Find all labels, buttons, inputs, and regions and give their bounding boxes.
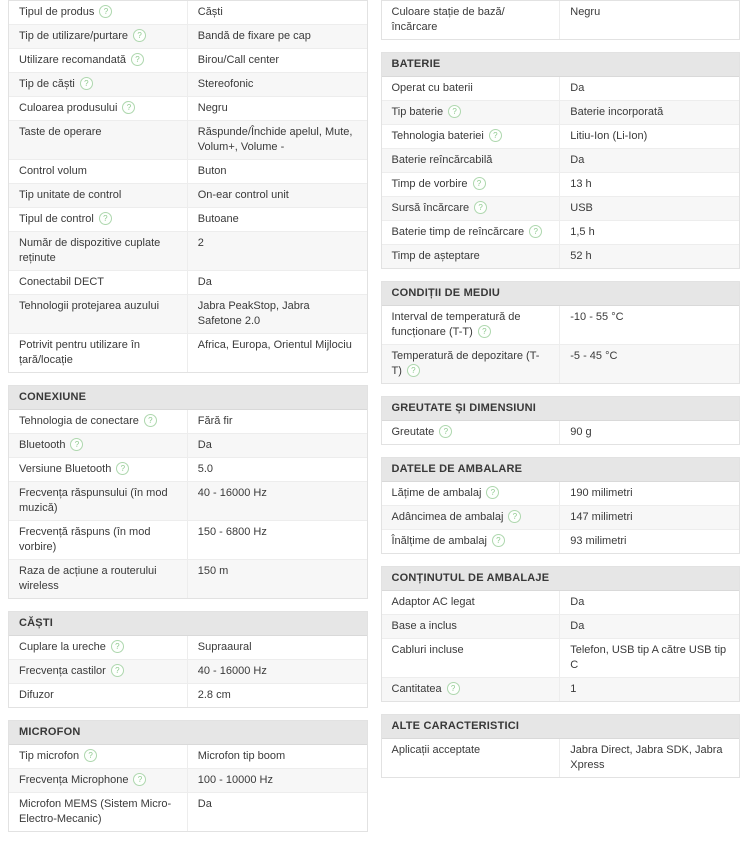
spec-label — [382, 482, 561, 505]
spec-label-text: Taste de operare — [19, 126, 102, 138]
spec-value: Da — [197, 798, 212, 810]
help-icon[interactable]: ? — [492, 534, 505, 547]
spec-row — [9, 792, 367, 831]
help-icon[interactable]: ? — [133, 773, 146, 786]
spec-label — [9, 232, 188, 270]
help-icon[interactable]: ? — [99, 212, 112, 225]
spec-value: Bandă de fixare pe cap — [197, 30, 311, 42]
spec-value: 100 - 10000 Hz — [197, 774, 273, 786]
spec-label-text: Temperatură de depozitare (T-T) — [391, 350, 540, 377]
spec-section — [381, 0, 741, 40]
spec-label — [9, 636, 188, 659]
section-header: CONEXIUNE — [9, 386, 367, 410]
spec-label — [382, 421, 561, 444]
spec-value: Buton — [197, 165, 227, 177]
spec-label — [9, 334, 188, 372]
spec-row — [382, 529, 740, 553]
spec-row — [382, 124, 740, 148]
spec-value: Fără fir — [197, 415, 233, 427]
spec-row — [9, 410, 367, 433]
spec-value: Negru — [570, 6, 601, 18]
help-icon[interactable]: ? — [111, 640, 124, 653]
spec-row — [9, 659, 367, 683]
spec-table — [382, 77, 740, 268]
spec-label-text: Tip unitate de control — [19, 189, 122, 201]
spec-section — [8, 720, 368, 832]
spec-row — [382, 505, 740, 529]
help-icon[interactable]: ? — [144, 414, 157, 427]
spec-section — [8, 611, 368, 708]
spec-value: Butoane — [197, 213, 239, 225]
spec-table — [382, 591, 740, 701]
spec-label-text: Înălțime de ambalaj — [391, 535, 487, 547]
spec-row — [9, 768, 367, 792]
spec-value: 93 milimetri — [570, 535, 627, 547]
spec-table — [382, 739, 740, 777]
spec-table — [9, 410, 367, 598]
spec-row — [9, 636, 367, 659]
spec-row — [382, 739, 740, 777]
spec-label — [382, 739, 561, 777]
spec-label — [382, 149, 561, 172]
spec-row — [382, 1, 740, 39]
spec-table — [382, 1, 740, 39]
spec-label-text: Tip microfon — [19, 750, 80, 762]
spec-label-text: Tehnologia bateriei — [391, 130, 484, 142]
spec-label-text: Aplicații acceptate — [391, 744, 481, 756]
help-icon[interactable]: ? — [529, 225, 542, 238]
spec-row — [9, 270, 367, 294]
section-header: BATERIE — [382, 53, 740, 77]
specs-column-left — [8, 0, 368, 844]
spec-label-text: Control volum — [19, 165, 87, 177]
spec-label — [9, 184, 188, 207]
spec-label-text: Microfon MEMS (Sistem Micro-Electro-Mecanic) — [19, 798, 172, 825]
spec-label — [9, 684, 188, 707]
spec-value: USB — [570, 202, 593, 214]
spec-section — [381, 52, 741, 269]
spec-label-text: Utilizare recomandată — [19, 54, 126, 66]
spec-value: 90 g — [570, 426, 592, 438]
spec-value: 40 - 16000 Hz — [197, 665, 267, 677]
help-icon[interactable]: ? — [474, 201, 487, 214]
spec-label-text: Cuplare la ureche — [19, 641, 106, 653]
spec-label-text: Greutate — [391, 426, 435, 438]
spec-row — [382, 306, 740, 344]
spec-label — [382, 506, 561, 529]
help-icon[interactable]: ? — [439, 425, 452, 438]
spec-label-text: Frecvența castilor — [19, 665, 106, 677]
spec-label — [382, 245, 561, 268]
spec-row — [382, 220, 740, 244]
spec-value: Jabra PeakStop, Jabra Safetone 2.0 — [197, 300, 310, 327]
spec-row — [382, 677, 740, 701]
spec-row — [382, 196, 740, 220]
help-icon[interactable]: ? — [131, 53, 144, 66]
spec-label-text: Frecvența răspunsului (în mod muzică) — [19, 487, 168, 514]
spec-label — [382, 221, 561, 244]
spec-section — [381, 396, 741, 445]
spec-label-text: Tipul de control — [19, 213, 94, 225]
spec-label — [9, 160, 188, 183]
spec-row — [9, 559, 367, 598]
help-icon[interactable]: ? — [111, 664, 124, 677]
spec-row — [9, 1, 367, 24]
spec-label-text: Operat cu baterii — [391, 82, 473, 94]
spec-label-text: Tehnologii protejarea auzului — [19, 300, 160, 312]
spec-section — [8, 385, 368, 599]
spec-value: 150 m — [197, 565, 229, 577]
spec-label — [9, 1, 188, 24]
spec-value: Căști — [197, 6, 223, 18]
spec-label-text: Tip de căști — [19, 78, 75, 90]
spec-label — [9, 458, 188, 481]
spec-value: Da — [197, 439, 212, 451]
spec-label-text: Adâncimea de ambalaj — [391, 511, 504, 523]
help-icon[interactable]: ? — [122, 101, 135, 114]
help-icon[interactable]: ? — [133, 29, 146, 42]
spec-table — [9, 1, 367, 372]
spec-label — [9, 271, 188, 294]
spec-label-text: Tipul de produs — [19, 6, 95, 18]
spec-label-text: Conectabil DECT — [19, 276, 104, 288]
section-header: DATELE DE AMBALARE — [382, 458, 740, 482]
spec-section — [381, 281, 741, 384]
spec-table — [382, 306, 740, 383]
spec-value: 150 - 6800 Hz — [197, 526, 267, 538]
spec-label-text: Cabluri incluse — [391, 644, 464, 656]
spec-row — [382, 77, 740, 100]
spec-label — [382, 591, 561, 614]
spec-label — [382, 530, 561, 553]
spec-label — [9, 660, 188, 683]
spec-label — [9, 25, 188, 48]
spec-label — [9, 482, 188, 520]
spec-label — [9, 434, 188, 457]
section-header: CĂȘTI — [9, 612, 367, 636]
spec-value: Stereofonic — [197, 78, 254, 90]
spec-label-text: Lățime de ambalaj — [391, 487, 482, 499]
spec-table — [9, 745, 367, 831]
spec-value: -5 - 45 °C — [570, 350, 618, 362]
spec-value: Africa, Europa, Orientul Mijlociu — [197, 339, 352, 351]
spec-value: Da — [570, 82, 585, 94]
spec-value: Da — [197, 276, 212, 288]
spec-label-text: Baterie timp de reîncărcare — [391, 226, 525, 238]
section-header: MICROFON — [9, 721, 367, 745]
spec-label-text: Cantitatea — [391, 683, 442, 695]
spec-label — [382, 306, 561, 344]
spec-row — [382, 614, 740, 638]
spec-row — [9, 520, 367, 559]
spec-label — [9, 295, 188, 333]
spec-row — [9, 24, 367, 48]
spec-value: 2 — [197, 237, 204, 249]
spec-row — [382, 591, 740, 614]
spec-value: Birou/Call center — [197, 54, 280, 66]
spec-row — [9, 120, 367, 159]
spec-label-text: Sursă încărcare — [391, 202, 470, 214]
spec-row — [9, 294, 367, 333]
spec-value: -10 - 55 °C — [570, 311, 624, 323]
spec-value: 1 — [570, 683, 577, 695]
spec-label-text: Baterie reîncărcabilă — [391, 154, 493, 166]
spec-value: Da — [570, 596, 585, 608]
spec-row — [382, 148, 740, 172]
spec-value: 147 milimetri — [570, 511, 633, 523]
help-icon[interactable]: ? — [84, 749, 97, 762]
spec-row — [9, 72, 367, 96]
section-header: GREUTATE ȘI DIMENSIUNI — [382, 397, 740, 421]
spec-row — [9, 683, 367, 707]
spec-row — [9, 96, 367, 120]
spec-label — [9, 410, 188, 433]
spec-label — [382, 615, 561, 638]
help-icon[interactable]: ? — [478, 325, 491, 338]
spec-row — [9, 433, 367, 457]
spec-row — [382, 638, 740, 677]
spec-label-text: Potrivit pentru utilizare în țară/locație — [19, 339, 141, 366]
help-icon[interactable]: ? — [448, 105, 461, 118]
spec-label — [9, 73, 188, 96]
spec-row — [9, 481, 367, 520]
spec-section — [381, 714, 741, 778]
spec-label — [9, 208, 188, 231]
spec-label — [382, 101, 561, 124]
spec-label — [382, 173, 561, 196]
spec-label-text: Frecvența Microphone — [19, 774, 129, 786]
spec-label — [9, 745, 188, 768]
spec-label-text: Tip de utilizare/purtare — [19, 30, 129, 42]
section-header: CONDIȚII DE MEDIU — [382, 282, 740, 306]
spec-row — [382, 421, 740, 444]
spec-row — [382, 344, 740, 383]
spec-label-text: Culoare stație de bază/încărcare — [391, 6, 505, 33]
help-icon[interactable]: ? — [70, 438, 83, 451]
spec-label — [9, 97, 188, 120]
section-header: ALTE CARACTERISTICI — [382, 715, 740, 739]
spec-value: On-ear control unit — [197, 189, 289, 201]
spec-value: 1,5 h — [570, 226, 595, 238]
spec-label — [382, 639, 561, 677]
spec-value: Baterie incorporată — [570, 106, 664, 118]
spec-label — [382, 197, 561, 220]
spec-label — [9, 521, 188, 559]
section-header: CONȚINUTUL DE AMBALAJE — [382, 567, 740, 591]
spec-label-text: Adaptor AC legat — [391, 596, 475, 608]
spec-label — [9, 49, 188, 72]
spec-label-text: Bluetooth — [19, 439, 66, 451]
spec-row — [382, 172, 740, 196]
help-icon[interactable]: ? — [80, 77, 93, 90]
spec-row — [9, 183, 367, 207]
spec-row — [382, 244, 740, 268]
spec-value: 5.0 — [197, 463, 214, 475]
spec-label — [382, 345, 561, 383]
spec-label — [382, 77, 561, 100]
spec-value: 2.8 cm — [197, 689, 231, 701]
spec-row — [9, 333, 367, 372]
spec-label-text: Tehnologia de conectare — [19, 415, 139, 427]
spec-value: 190 milimetri — [570, 487, 633, 499]
spec-label-text: Base a inclus — [391, 620, 457, 632]
help-icon[interactable]: ? — [489, 129, 502, 142]
spec-label — [382, 1, 561, 39]
spec-label — [9, 793, 188, 831]
spec-label-text: Tip baterie — [391, 106, 444, 118]
spec-value: Jabra Direct, Jabra SDK, Jabra Xpress — [570, 744, 723, 771]
spec-row — [382, 100, 740, 124]
spec-label-text: Timp de așteptare — [391, 250, 480, 262]
spec-label-text: Număr de dispozitive cuplate reținute — [19, 237, 161, 264]
spec-row — [382, 482, 740, 505]
spec-label — [9, 769, 188, 792]
spec-label-text: Timp de vorbire — [391, 178, 468, 190]
spec-value: Răspunde/Închide apelul, Mute, Volum+, Volume - — [197, 126, 353, 153]
spec-row — [9, 457, 367, 481]
spec-value: Da — [570, 154, 585, 166]
spec-label-text: Culoarea produsului — [19, 102, 118, 114]
spec-value: Supraaural — [197, 641, 252, 653]
help-icon[interactable]: ? — [116, 462, 129, 475]
spec-row — [9, 48, 367, 72]
spec-row — [9, 207, 367, 231]
spec-row — [9, 159, 367, 183]
spec-value: Negru — [197, 102, 228, 114]
spec-label-text: Difuzor — [19, 689, 54, 701]
spec-table — [382, 482, 740, 553]
spec-row — [9, 231, 367, 270]
spec-value: 13 h — [570, 178, 592, 190]
spec-value: Da — [570, 620, 585, 632]
spec-label — [382, 125, 561, 148]
spec-section — [8, 0, 368, 373]
spec-section — [381, 457, 741, 554]
spec-value: Litiu-Ion (Li-Ion) — [570, 130, 648, 142]
help-icon[interactable]: ? — [486, 486, 499, 499]
spec-label — [9, 121, 188, 159]
help-icon[interactable]: ? — [447, 682, 460, 695]
spec-table — [382, 421, 740, 444]
specs-column-right — [381, 0, 741, 844]
spec-label-text: Versiune Bluetooth — [19, 463, 112, 475]
spec-value: 52 h — [570, 250, 592, 262]
help-icon[interactable]: ? — [99, 5, 112, 18]
spec-label — [382, 678, 561, 701]
spec-value: 40 - 16000 Hz — [197, 487, 267, 499]
spec-value: Telefon, USB tip A către USB tip C — [570, 644, 727, 671]
help-icon[interactable]: ? — [473, 177, 486, 190]
spec-label — [9, 560, 188, 598]
spec-row — [9, 745, 367, 768]
spec-section — [381, 566, 741, 702]
spec-label-text: Interval de temperatură de funcționare (T-T) — [391, 311, 521, 338]
help-icon[interactable]: ? — [407, 364, 420, 377]
spec-table — [9, 636, 367, 707]
spec-label-text: Raza de acțiune a routerului wireless — [19, 565, 157, 592]
spec-value: Microfon tip boom — [197, 750, 286, 762]
help-icon[interactable]: ? — [508, 510, 521, 523]
spec-label-text: Frecvență răspuns (în mod vorbire) — [19, 526, 151, 553]
